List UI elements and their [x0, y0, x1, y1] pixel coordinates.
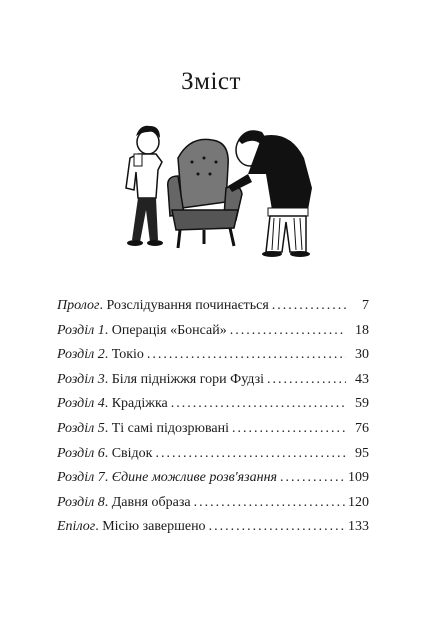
toc-label: Розділ 2. Токіо — [57, 347, 144, 363]
toc-prefix: Розділ 7 — [57, 470, 105, 486]
toc-title: Біля підніжжя гори Фудзі — [111, 371, 265, 387]
toc-prefix: Розділ 4 — [57, 396, 105, 412]
toc-label: Розділ 8. Давня образа — [57, 494, 191, 510]
toc-leader — [147, 347, 346, 363]
toc-prefix: Розділ 1 — [57, 322, 105, 338]
toc-prefix: Пролог — [57, 298, 100, 313]
toc-title: Ті самі підозрювані — [111, 420, 230, 436]
toc-entry[interactable] — [57, 446, 369, 471]
toc-title: Місію завершено — [102, 519, 206, 535]
toc-leader — [272, 298, 346, 314]
toc-title: Розслідування починається — [106, 298, 269, 313]
toc-entry[interactable] — [57, 298, 369, 323]
illustration-boy-armchair-man — [100, 118, 320, 258]
table-of-contents — [57, 298, 369, 544]
toc-entry[interactable] — [57, 372, 369, 397]
toc-page-number: 95 — [355, 445, 369, 461]
page-title: Зміст — [181, 68, 241, 95]
toc-leader — [232, 421, 346, 437]
toc-label: Пролог. Розслідування починається — [57, 298, 269, 313]
boy-figure — [126, 126, 163, 246]
toc-label: Епілог. Місію завершено — [57, 519, 206, 535]
armchair — [168, 139, 242, 248]
toc-page-number: 59 — [355, 396, 369, 412]
toc-entry[interactable] — [57, 347, 369, 372]
toc-label: Розділ 5. Ті самі підозрювані — [57, 420, 230, 436]
toc-title: Операція «Бонсай» — [111, 322, 227, 338]
toc-title: Токіо — [111, 347, 144, 363]
toc-page-number: 109 — [348, 470, 369, 486]
toc-label: Розділ 6. Свідок — [57, 445, 153, 461]
toc-label: Розділ 7. Єдине можливе розв'язання — [57, 470, 278, 486]
toc-title: Єдине можливе розв'язання — [111, 470, 278, 486]
toc-prefix: Розділ 6 — [57, 445, 105, 461]
toc-title: Крадіжка — [111, 396, 168, 412]
toc-leader — [194, 495, 345, 511]
toc-leader — [267, 372, 346, 388]
toc-page-number: 76 — [355, 420, 369, 436]
toc-leader — [230, 323, 346, 339]
toc-prefix: Епілог — [57, 519, 96, 535]
toc-entry[interactable] — [57, 421, 369, 446]
toc-prefix: Розділ 2 — [57, 347, 105, 363]
toc-title: Свідок — [111, 445, 153, 461]
toc-entry[interactable] — [57, 519, 369, 544]
toc-entry[interactable] — [57, 396, 369, 421]
toc-label: Розділ 1. Операція «Бонсай» — [57, 322, 227, 338]
toc-leader — [171, 396, 346, 412]
toc-title: Давня образа — [111, 494, 191, 510]
toc-page-number: 18 — [355, 322, 369, 338]
toc-page-number: 120 — [348, 494, 369, 510]
toc-page-number: 43 — [355, 371, 369, 387]
toc-page-number: 30 — [355, 347, 369, 363]
toc-page-number: 7 — [362, 298, 369, 313]
toc-leader — [209, 519, 345, 535]
toc-entry[interactable] — [57, 323, 369, 348]
toc-leader — [155, 446, 346, 462]
toc-entry[interactable] — [57, 495, 369, 520]
toc-leader — [280, 470, 345, 486]
toc-page-number: 133 — [348, 519, 369, 535]
toc-prefix: Розділ 3 — [57, 371, 105, 387]
toc-label: Розділ 3. Біля підніжжя гори Фудзі — [57, 371, 265, 387]
toc-label: Розділ 4. Крадіжка — [57, 396, 168, 412]
toc-entry[interactable] — [57, 470, 369, 495]
toc-prefix: Розділ 5 — [57, 420, 105, 436]
toc-prefix: Розділ 8 — [57, 494, 105, 510]
